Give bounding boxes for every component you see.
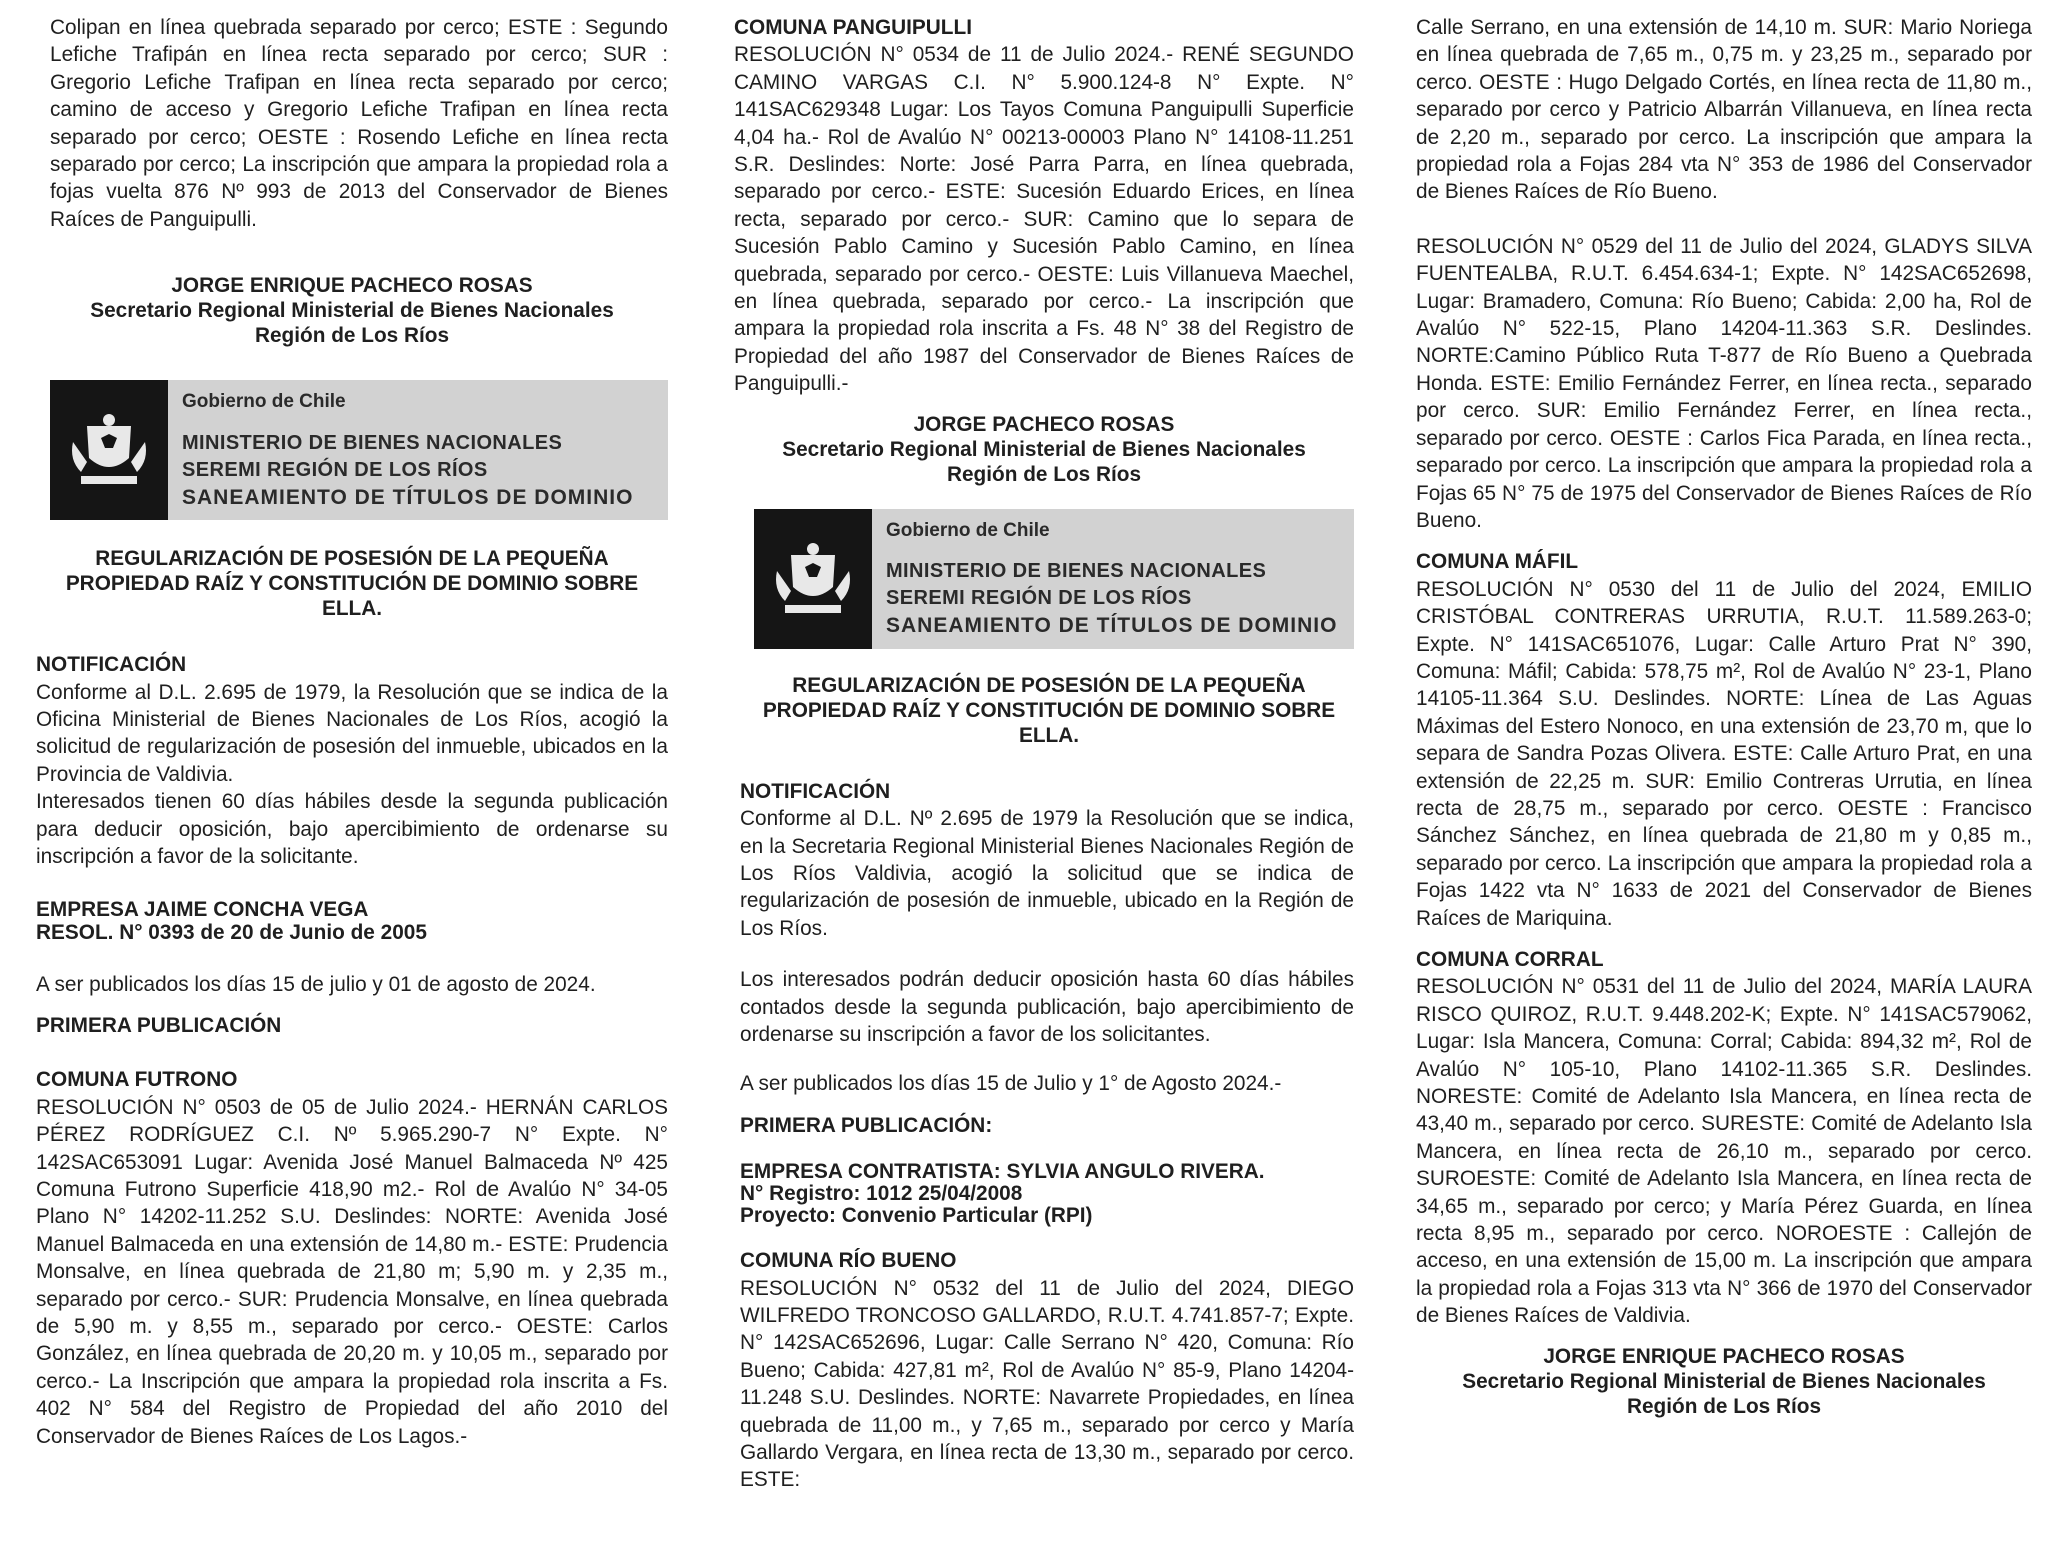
logo-ministry: MINISTERIO DE BIENES NACIONALES xyxy=(886,560,1267,583)
resolution-text: RESOLUCIÓN N° 0529 del 11 de Julio del 2024, GLADYS SILVA FUENTEALBA, R.U.T. 6.454.634-1; Expte. N° 142SAC652698, Lugar: Bramadero, Comuna: Río Bueno; Cabida: 2,00 ha, Rol de Avalúo N° 522-15, Plano 14204-11.363 S.R. Deslindes. NORTE:Camino Público Ruta T-877 de Río Bueno a Quebrada Honda. ESTE: Emilio Fernández Ferrer, en línea recta., separado por cerco. SUR: Emilio Fernández Ferrer, en línea recta., separado por cerco. OESTE : Carlos Fica Parada, en línea recta., separado por cerco. La inscripción que ampara la propiedad rola a Fojas 65 N° 75 de 1975 del Conservador de Bienes Raíces de Río Bueno. xyxy=(1416,234,2032,532)
first-publication-label: PRIMERA PUBLICACIÓN: xyxy=(740,1113,993,1137)
heading-line: PROPIEDAD RAÍZ Y CONSTITUCIÓN DE DOMINIO SOBRE ELLA. xyxy=(762,698,1336,747)
project: Proyecto: Convenio Particular (RPI) xyxy=(740,1204,1093,1228)
logo-government: Gobierno de Chile xyxy=(886,519,1050,541)
logo-seremi: SEREMI REGIÓN DE LOS RÍOS xyxy=(886,587,1192,610)
coat-of-arms-logo xyxy=(50,380,168,520)
resolution-text: RESOLUCIÓN N° 0534 de 11 de Julio 2024.- RENÉ SEGUNDO CAMINO VARGAS C.I. N° 5.900.124-8 N° Expte. N° 141SAC629348 Lugar: Los Tayos Comuna Panguipulli Superficie 4,04 ha.- Rol de Avalúo N° 00213-00003 Plano N° 14108-11.251 S.R. Deslindes: Norte: José Parra Parra, en línea quebrada, separado por cerco.- ESTE: Sucesión Eduardo Erices, en línea recta, separado por cerco.- SUR: Camino que lo separa de Sucesión Pablo Camino y Sucesión Pablo Camino, en línea quebrada, separado por cerco.- OESTE: Luis Villanueva Maechel, en línea quebrada, separado por cerco.- La inscripción que ampara la propiedad rola inscrita a Fs. 48 N° 38 del Registro de Propiedad del año 1987 del Conservador de Bienes Raíces de Panguipulli.- xyxy=(734,43,1354,396)
signature-title: Secretario Regional Ministerial de Bienes Nacionales xyxy=(782,437,1306,461)
signature-name: JORGE PACHECO ROSAS xyxy=(913,412,1175,436)
commune-heading: COMUNA MÁFIL xyxy=(1416,550,1579,574)
logo-ministry: MINISTERIO DE BIENES NACIONALES xyxy=(182,431,563,454)
signature-name: JORGE ENRIQUE PACHECO ROSAS xyxy=(171,274,533,298)
first-publication-label: PRIMERA PUBLICACIÓN xyxy=(36,1013,282,1037)
logo-government: Gobierno de Chile xyxy=(182,391,346,413)
publication-dates: A ser publicados los días 15 de Julio y 1° de Agosto 2024.- xyxy=(740,1072,1282,1096)
paragraph: Colipan en línea quebrada separado por cerco; ESTE : Segundo Lefiche Trafipán en línea recta separado por cerco; SUR : Gregorio Lefiche Trafipan en línea recta separado por cerco; camino de acceso y Gregorio Lefiche Trafipan en línea recta separado por cerco; OESTE : Rosendo Lefiche en línea recta separado por cerco; La inscripción que ampara la propiedad rola a fojas vuelta 876 Nº 993 de 2013 del Conservador de Bienes Raíces de Panguipulli. xyxy=(50,16,668,231)
paragraph: Los interesados podrán deducir oposición hasta 60 días hábiles contados desde la segunda publicación, bajo apercibimiento de ordenarse su inscripción a favor de los solicitantes. xyxy=(740,968,1354,1046)
logo-saneamiento: SANEAMIENTO DE TÍTULOS DE DOMINIO xyxy=(886,614,1338,638)
notification-title: NOTIFICACIÓN xyxy=(740,779,891,803)
ministry-logo-banner xyxy=(50,380,668,520)
company-name: EMPRESA CONTRATISTA: SYLVIA ANGULO RIVERA. xyxy=(740,1160,1265,1184)
paragraph: Calle Serrano, en una extensión de 14,10 m. SUR: Mario Noriega en línea quebrada de 7,65 m., 0,75 m. y 23,25 m., separado por cerco. OESTE : Hugo Delgado Cortés, en línea recta de 11,80 m., separado por cerco y Patricio Albarrán Villanueva, en línea recta de 2,20 m., separado por cerco. La inscripción que ampara la propiedad rola a Fojas 284 vta N° 353 de 1986 del Conservador de Bienes Raíces de Río Bueno. xyxy=(1416,16,2032,204)
logo-text xyxy=(872,509,1351,649)
commune-heading: COMUNA FUTRONO xyxy=(36,1068,238,1092)
resolution-text: RESOLUCIÓN N° 0532 del 11 de Julio del 2024, DIEGO WILFREDO TRONCOSO GALLARDO, R.U.T. 4.741.857-7; Expte. N° 142SAC652696, Lugar: Calle Serrano N° 420, Comuna: Río Bueno; Cabida: 427,81 m², Rol de Avalúo N° 85-9, Plano 14204-11.248 S.U. Deslindes. NORTE: Navarrete Propiedades, en línea quebrada de 11,00 m., y 7,65 m., separado por cerco y María Gallardo Vergara, en línea recta de 13,30 m., separado por cerco. ESTE: xyxy=(740,1276,1354,1492)
heading-line: PROPIEDAD RAÍZ Y CONSTITUCIÓN DE DOMINIO SOBRE ELLA. xyxy=(65,572,639,621)
section-heading xyxy=(36,546,668,621)
heading-line: REGULARIZACIÓN DE POSESIÓN DE LA PEQUEÑA xyxy=(792,673,1306,697)
commune-heading: COMUNA RÍO BUENO xyxy=(740,1249,957,1273)
resolution-text: RESOLUCIÓN N° 0503 de 05 de Julio 2024.- HERNÁN CARLOS PÉREZ RODRÍGUEZ C.I. Nº 5.965.290-7 N° Expte. N° 142SAC653091 Lugar: Avenida José Manuel Balmaceda Nº 425 Comuna Futrono Superficie 418,90 m2.- Rol de Avalúo N° 34-05 Plano N° 14202-11.252 S.U. Deslindes: NORTE: Avenida José Manuel Balmaceda en una extensión de 14,80 m.- ESTE: Prudencia Monsalve, en línea quebrada de 21,80 m; 5,90 m. y 2,35 m., separado por cerco.- SUR: Prudencia Monsalve, en línea quebrada de 5,90 m. y 8,55 m., separado por cerco.- OESTE: Carlos González, en línea quebrada de 20,20 m. y 10,05 m., separado por cerco.- La Inscripción que ampara la propiedad rola inscrita a Fs. 402 N° 584 del Registro de Propiedad del año 2010 del Conservador de Bienes Raíces de Los Lagos.- xyxy=(36,1095,668,1448)
paragraph: Conforme al D.L. 2.695 de 1979, la Resolución que se indica de la Oficina Ministerial de Bienes Nacionales de Los Ríos, acogió la solicitud de regularización de posesión del inmueble, ubicados en la Provincia de Valdivia. xyxy=(36,680,668,786)
resolution-ref: RESOL. N° 0393 de 20 de Junio de 2005 xyxy=(36,920,427,944)
signature-region: Región de Los Ríos xyxy=(946,462,1142,486)
coat-of-arms-logo xyxy=(754,509,872,649)
column-2 xyxy=(734,14,1354,1494)
heading-line: REGULARIZACIÓN DE POSESIÓN DE LA PEQUEÑA xyxy=(95,547,609,571)
signature-title: Secretario Regional Ministerial de Bienes Nacionales xyxy=(1462,1369,1986,1393)
signature-block xyxy=(36,273,668,348)
signature-name: JORGE ENRIQUE PACHECO ROSAS xyxy=(1543,1344,1905,1368)
resolution-text: RESOLUCIÓN N° 0530 del 11 de Julio del 2024, EMILIO CRISTÓBAL CONTRERAS URRUTIA, R.U.T. 11.589.263-0; Expte. N° 141SAC651076, Lugar: Calle Arturo Prat N° 390, Comuna: Máfil; Cabida: 578,75 m², Rol de Avalúo N° 23-1, Plano 14105-11.364 S.U. Deslindes. NORTE: Línea de Las Aguas Máximas del Estero Nonoco, en una extensión de 23,70 m, que lo separa de Sandra Pozas Olivera. ESTE: Calle Arturo Prat, en una extensión de 22,25 m. SUR: Emilio Contreras Urrutia, en línea recta de 28,75 m., separado por cerco. OESTE : Francisco Sánchez Sánchez, en línea quebrada de 21,80 m y 0,85 m., separado por cerco. La inscripción que ampara la propiedad rola a Fojas 1422 vta N° 1633 de 2021 del Conservador de Bienes Raíces de Mariquina. xyxy=(1416,577,2032,930)
commune-heading: COMUNA CORRAL xyxy=(1416,948,1604,971)
signature-block xyxy=(1416,1344,2032,1419)
logo-saneamiento: SANEAMIENTO DE TÍTULOS DE DOMINIO xyxy=(182,485,634,509)
resolution-text: RESOLUCIÓN N° 0531 del 11 de Julio del 2024, MARÍA LAURA RISCO QUIROZ, R.U.T. 9.448.202-K; Expte. N° 141SAC579062, Lugar: Isla Mancera, Comuna: Corral; Cabida: 894,32 m², Rol de Avalúo N° 105-10, Plano 14102-11.365 S.R. Deslindes. NORESTE: Comité de Adelanto Isla Mancera, en línea recta de 43,40 m., separado por cerco. SURESTE: Comité de Adelanto Isla Mancera, en línea recta de 26,10 m., separado por cerco. SUROESTE: Comité de Adelanto Isla Mancera, en línea recta de 34,65 m., separado por cerco; y María Pérez Guarda, en línea recta 8,95 m., separado por cerco. NOROESTE : Callejón de acceso, en una extensión de 15,00 m. La inscripción que ampara la propiedad rola a Fojas 313 vta N° 366 de 1970 del Conservador de Bienes Raíces de Valdivia. xyxy=(1416,975,2032,1328)
logo-seremi: SEREMI REGIÓN DE LOS RÍOS xyxy=(182,458,488,481)
ministry-logo-banner xyxy=(754,509,1354,649)
notification-title: NOTIFICACIÓN xyxy=(36,653,187,677)
registry-number: N° Registro: 1012 25/04/2008 xyxy=(740,1182,1023,1206)
signature-title: Secretario Regional Ministerial de Bienes Nacionales xyxy=(90,299,614,323)
commune-heading: COMUNA PANGUIPULLI xyxy=(734,16,972,39)
column-1 xyxy=(36,14,668,1450)
publication-dates: A ser publicados los días 15 de julio y 01 de agosto de 2024. xyxy=(36,972,596,996)
logo-text xyxy=(168,380,647,520)
paragraph: Conforme al D.L. Nº 2.695 de 1979 la Resolución que se indica, en la Secretaria Regional Ministerial Bienes Nacionales Región de Los Ríos Valdivia, acogió la solicitud que se indica de regularización de posesión de inmueble, ubicado en la Región de Los Ríos. xyxy=(740,807,1354,940)
column-3 xyxy=(1416,14,2032,1419)
signature-region: Región de Los Ríos xyxy=(1626,1394,1822,1418)
paragraph: Interesados tienen 60 días hábiles desde la segunda publicación para deducir oposición, bajo apercibimiento de ordenarse su inscripción a favor de la solicitante. xyxy=(36,790,668,869)
signature-block xyxy=(734,412,1354,487)
signature-region: Región de Los Ríos xyxy=(254,324,450,348)
company-name: EMPRESA JAIME CONCHA VEGA xyxy=(36,897,369,921)
section-heading xyxy=(734,673,1354,748)
notification-block xyxy=(734,778,1354,1494)
